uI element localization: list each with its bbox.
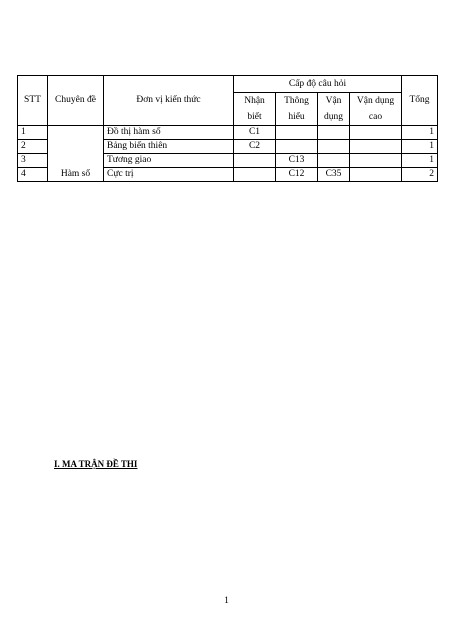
cell-comprehension [276,126,318,140]
header-level-recognition: Nhận biết [234,93,276,126]
cell-application [318,140,350,154]
header-level-group: Cấp độ câu hỏi [234,76,402,93]
cell-total: 1 [402,140,438,154]
header-level-high-application: Vận dụng cao [350,93,402,126]
header-level-comprehension: Thông hiểu [276,93,318,126]
header-total: Tổng [402,76,438,126]
cell-comprehension: C12 [276,168,318,182]
cell-high-application [350,154,402,168]
cell-stt: 4 [18,168,48,182]
cell-comprehension: C13 [276,154,318,168]
cell-high-application [350,168,402,182]
cell-application [318,154,350,168]
header-stt: STT [18,76,48,126]
cell-recognition: C1 [234,126,276,140]
cell-comprehension [276,140,318,154]
cell-unit: Tương giao [104,154,234,168]
section-title: I. MA TRẬN ĐỀ THI [54,459,138,469]
header-topic: Chuyên đề [48,76,104,126]
cell-stt: 2 [18,140,48,154]
page-number: 1 [224,596,229,606]
cell-stt: 1 [18,126,48,140]
cell-application [318,126,350,140]
cell-unit: Đồ thị hàm số [104,126,234,140]
cell-total: 2 [402,168,438,182]
header-unit: Đơn vị kiến thức [104,76,234,126]
cell-total: 1 [402,154,438,168]
cell-stt: 3 [18,154,48,168]
cell-recognition: C2 [234,140,276,154]
knowledge-matrix-table [17,75,438,182]
header-level-application: Vận dụng [318,93,350,126]
cell-high-application [350,126,402,140]
cell-recognition [234,168,276,182]
cell-application: C35 [318,168,350,182]
cell-total: 1 [402,126,438,140]
cell-high-application [350,140,402,154]
cell-recognition [234,154,276,168]
cell-unit: Cực trị [104,168,234,182]
cell-topic: Hàm số [48,126,104,182]
table-row [18,126,438,140]
cell-unit: Bảng biến thiên [104,140,234,154]
